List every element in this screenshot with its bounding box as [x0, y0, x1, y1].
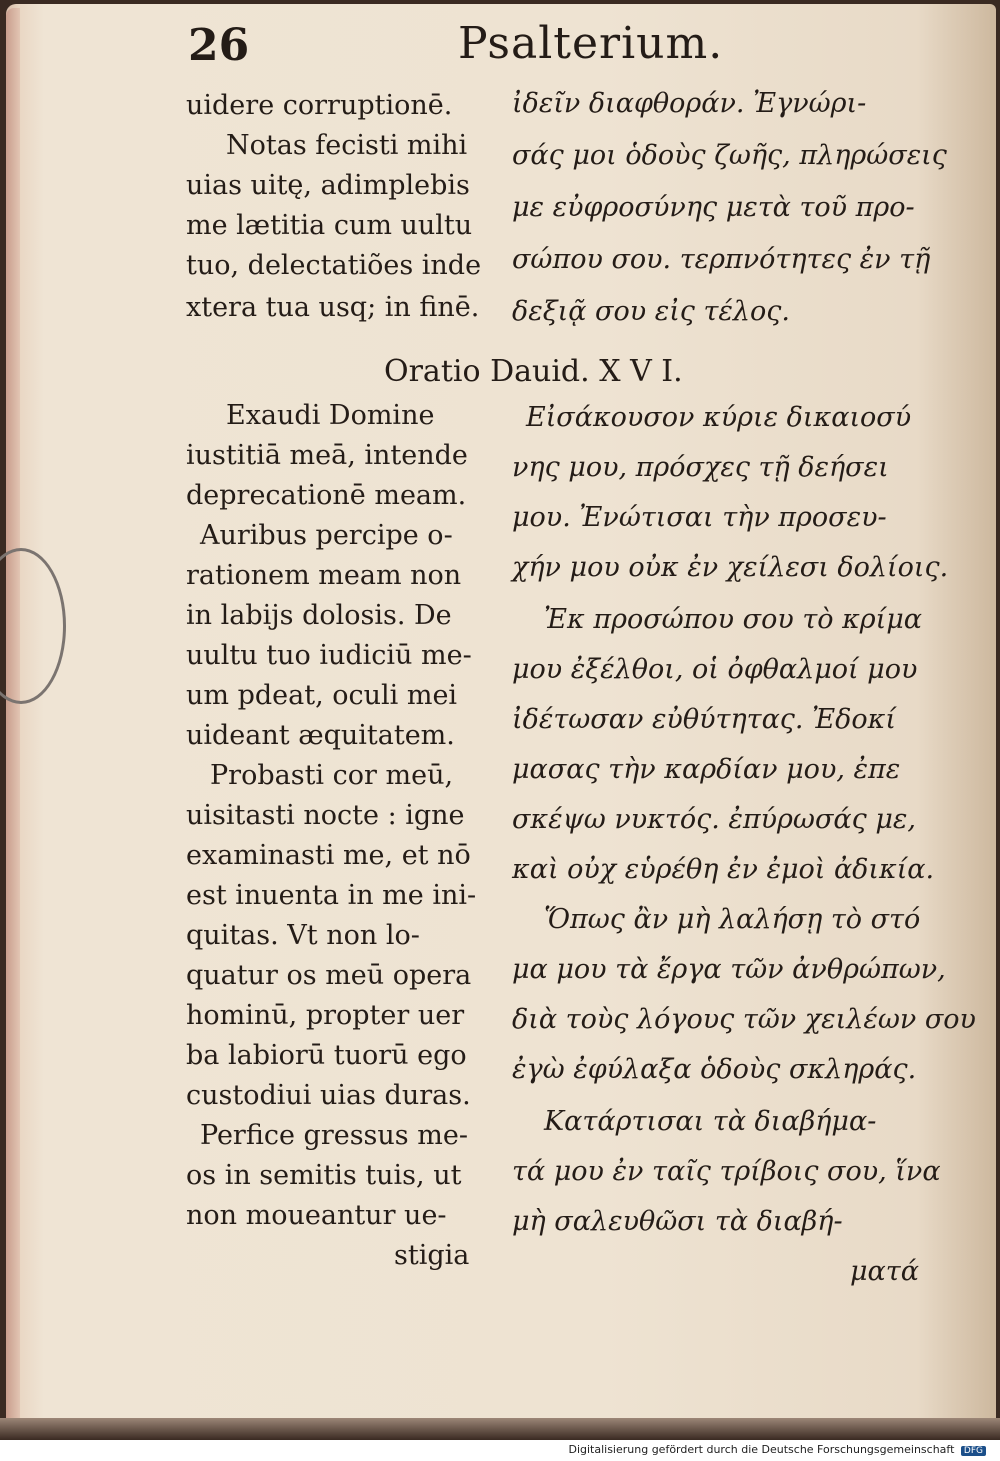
- greek-line: μασας τὴν καρδίαν μου, ἐπε: [512, 754, 901, 785]
- page-number: 26: [188, 20, 250, 71]
- greek-line: μου. Ἐνώτισαι τὴν προσευ-: [512, 502, 887, 533]
- greek-line: σάς μοι ὁδοὺς ζωῆς, πληρώσεις: [512, 140, 947, 171]
- greek-line: Ἐκ προσώπου σου τὸ κρίμα: [544, 604, 923, 635]
- greek-line: καὶ οὐχ εὑρέθη ἐν ἐμοὶ ἀδικία.: [512, 854, 935, 885]
- greek-line: μα μου τὰ ἔργα τῶν ἀνθρώπων,: [512, 954, 946, 985]
- latin-line: tuo, delectatiões inde: [186, 250, 482, 281]
- latin-line: Probasti cor meū,: [210, 760, 454, 791]
- latin-line: uideant æquitatem.: [186, 720, 455, 751]
- latin-line: hominū, propter uer: [186, 1000, 465, 1031]
- greek-line: με εὐφροσύνης μετὰ τοῦ προ-: [512, 192, 915, 223]
- dfg-logo: DFG: [961, 1446, 986, 1456]
- latin-line: examinasti me, et nō: [186, 840, 471, 871]
- latin-line: Auribus percipe o-: [200, 520, 453, 551]
- greek-line: νης μου, πρόσχες τῇ δεήσει: [512, 452, 889, 483]
- latin-line: Perfice gressus me-: [200, 1120, 468, 1151]
- latin-line: quatur os meū opera: [186, 960, 472, 991]
- digitization-credit: [568, 1443, 986, 1456]
- latin-line: uisitasti nocte : igne: [186, 800, 465, 831]
- latin-line: uidere corruptionē.: [186, 90, 453, 121]
- latin-line: xtera tua usq; in finē.: [186, 292, 480, 323]
- latin-line: uultu tuo iudiciū me-: [186, 640, 472, 671]
- greek-line: σκέψω νυκτός. ἐπύρωσάς με,: [512, 804, 916, 835]
- latin-line: quitas. Vt non lo-: [186, 920, 420, 951]
- greek-line: μὴ σαλευθῶσι τὰ διαβή-: [512, 1206, 843, 1237]
- latin-line: stigia: [394, 1240, 470, 1271]
- greek-line: Κατάρτισαι τὰ διαβήμα-: [544, 1106, 877, 1137]
- latin-line: est inuenta in me ini-: [186, 880, 477, 911]
- latin-line: Exaudi Domine: [226, 400, 435, 431]
- book-bottom-edge: [0, 1418, 1000, 1440]
- latin-line: deprecationē meam.: [186, 480, 467, 511]
- greek-line: μου ἐξέλθοι, οἱ ὀφθαλμοί μου: [512, 654, 918, 685]
- latin-line: uias uitę, adimplebis: [186, 170, 470, 201]
- page-edge: [6, 8, 20, 1432]
- latin-line: os in semitis tuis, ut: [186, 1160, 462, 1191]
- latin-line: in labijs dolosis. De: [186, 600, 452, 631]
- greek-line: ματά: [850, 1256, 919, 1287]
- credit-text: Digitalisierung gefördert durch die Deutsche Forschungsgemeinschaft: [568, 1443, 955, 1456]
- greek-line: Ὅπως ἂν μὴ λαλήσῃ τὸ στό: [544, 904, 921, 935]
- latin-line: custodiui uias duras.: [186, 1080, 471, 1111]
- latin-line: me lætitia cum uultu: [186, 210, 473, 241]
- latin-line: Notas fecisti mihi: [226, 130, 468, 161]
- greek-line: σώπου σου. τερπνότητες ἐν τῇ: [512, 244, 931, 275]
- latin-line: ba labiorū tuorū ego: [186, 1040, 467, 1071]
- psalm-heading: Oratio Dauid. X V I.: [384, 354, 683, 389]
- greek-line: διὰ τοὺς λόγους τῶν χειλέων σου: [512, 1004, 976, 1035]
- latin-line: um pdeat, oculi mei: [186, 680, 458, 711]
- latin-line: non moueantur ue-: [186, 1200, 447, 1231]
- greek-line: τά μου ἐν ταῖς τρίβοις σου, ἵνα: [512, 1156, 941, 1187]
- greek-line: ἰδεῖν διαφθοράν. Ἐγνώρι-: [512, 88, 867, 119]
- greek-line: ἐγὼ ἐφύλαξα ὁδοὺς σκληράς.: [512, 1054, 917, 1085]
- greek-line: χήν μου οὐκ ἐν χείλεσι δολίοις.: [512, 552, 949, 583]
- latin-line: iustitiā meā, intende: [186, 440, 468, 471]
- latin-line: rationem meam non: [186, 560, 462, 591]
- greek-line: Εἰσάκουσον κύριε δικαιοσύ: [526, 402, 912, 433]
- greek-line: ἰδέτωσαν εὐθύτητας. Ἐδοκί: [512, 704, 896, 735]
- greek-line: δεξιᾷ σου εἰς τέλος.: [512, 296, 790, 327]
- running-head: Psalterium.: [458, 18, 724, 69]
